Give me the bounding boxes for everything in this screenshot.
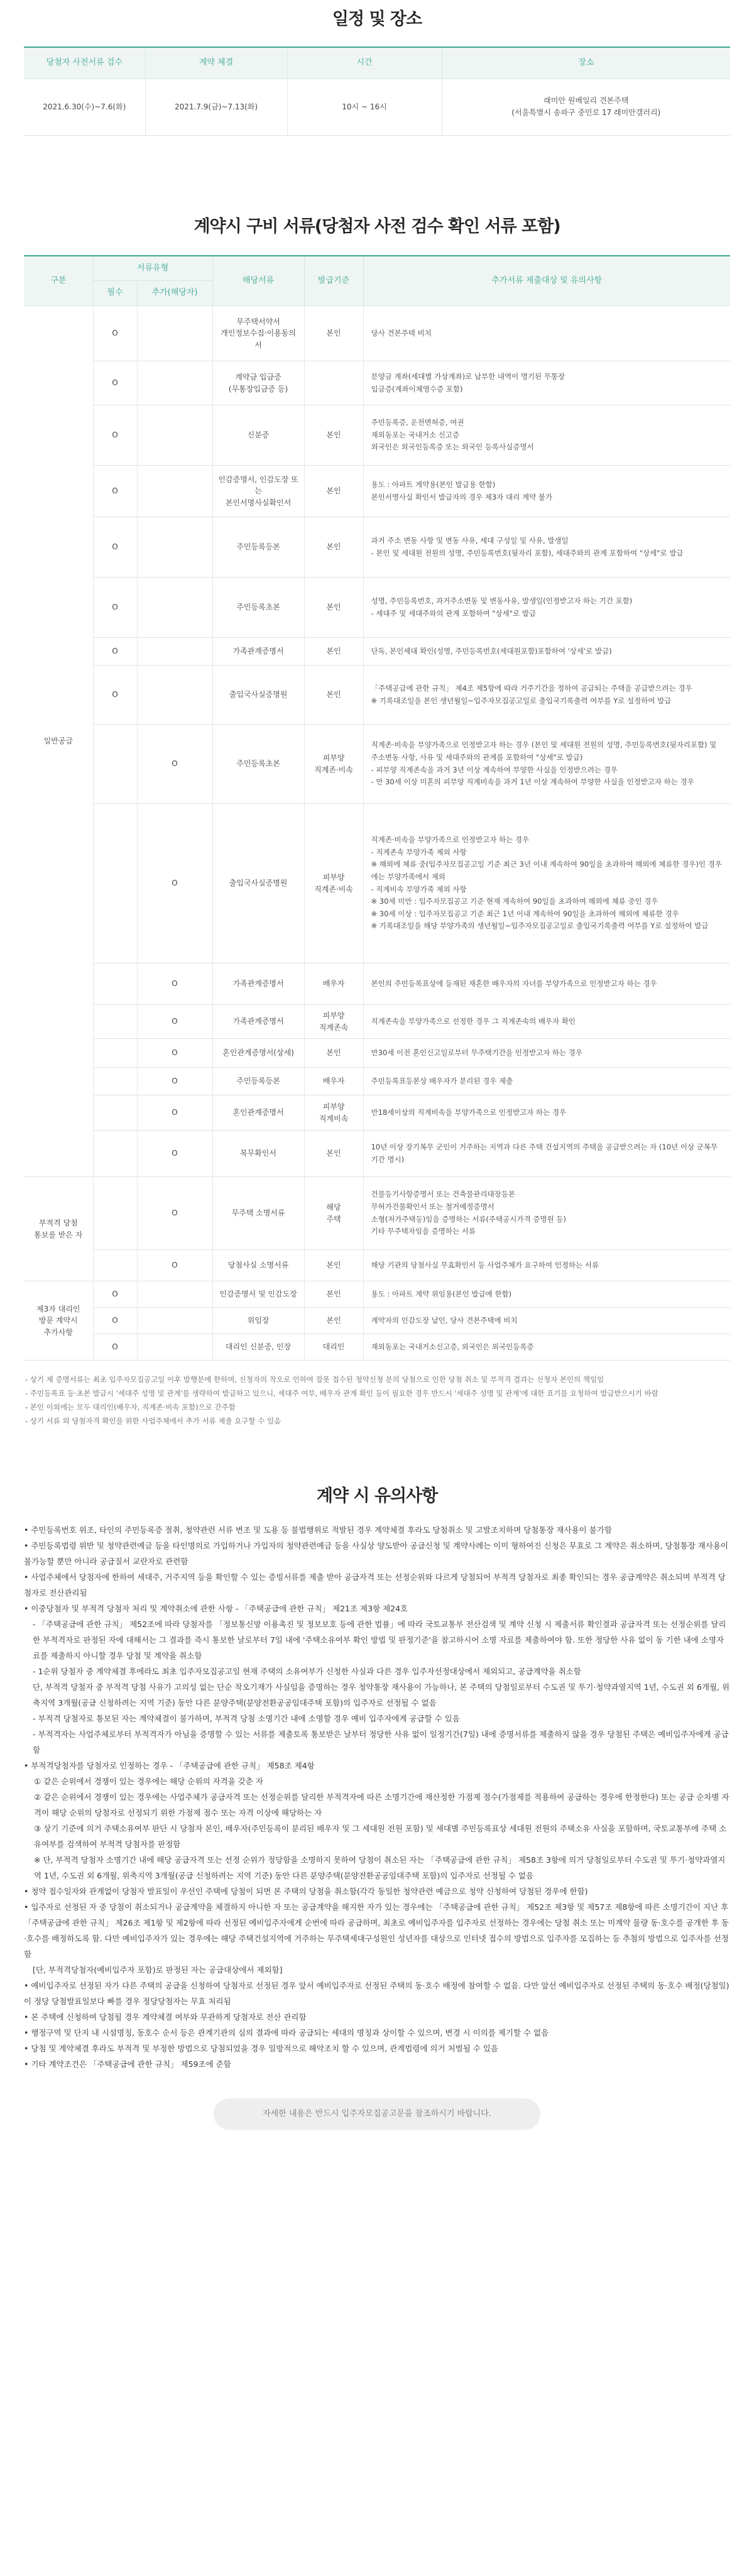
docs-note: 만30세 이전 혼인신고일로부터 무주택기간을 인정받고자 하는 경우 [363,1039,730,1068]
docs-issuer: 본인 [304,578,363,638]
docs-note: 건물등기사항증명서 또는 건축물관리대장등본 무허가건물확인서 또는 철거예정증명서 소형(저가주택등)임을 증명하는 서류(주택공시가격 증명원 등) 기타 무주택자임을 증명하는 서류 [363,1177,730,1250]
docs-row [24,578,730,638]
docs-issuer: 본인 [304,1039,363,1068]
footnote: - 상기 제 증명서류는 최초 입주자모집공고일 이후 발행분에 한하며, 신청자의 착오로 인하여 잘못 접수된 청약신청 분의 당첨으로 인한 당첨 취소 및 부적격 결과는 신청자 본인의 책임임 [25,1375,604,1384]
docs-document-name: 출입국사실증명원 [212,804,304,963]
docs-document-name: 무주택서약서 개인정보수집·이용동의서 [212,306,304,361]
docs-issuer: 피부양 직계존속 [304,1005,363,1039]
docs-note: 만18세이상의 직계비속을 부양가족으로 인정받고자 하는 경우 [363,1095,730,1131]
docs-issuer: 본인 [304,1281,363,1308]
docs-additional-mark: O [137,1177,212,1250]
docs-additional-mark [137,1308,212,1334]
docs-note: 직계존속을 부양가족으로 선정한 경우 그 직계존속의 배우자 확인 [363,1005,730,1039]
caution-item: • 입주자로 선정된 자 중 당첨이 취소되거나 공급계약을 체결하지 아니한 자 또는 공급계약을 해지한 자가 있는 경우에는 「주택공급에 관한 규칙」 제52조 제3항 및 제57조 제8항에 따른 소명기간이 지난 후 「주택공급에 관한 규칙」 제26조 제1항 및 제2항에 따라 선정된 예비입주자에게 순번에 따라 공급하며, 최초로 예비입주자를 입주자로 선정하는 경우에는 당첨 취소 또는 미계약 물량 동·호수를 공개한 후 동·호수를 배정하도록 함. 다만 예비입주자가 있는 경우에는 해당 주택건설지역에 거주하는 무주택세대구성원인 성년자를 대상으로 인터넷 접수의 방법으로 입주자를 모집하는 등 추첨의 방법으로 입주자를 선정함 [24,1902,729,1959]
docs-document-name: 혼인관계증명서(상세) [212,1039,304,1068]
docs-document-name: 출입국사실증명원 [212,666,304,725]
docs-note: 직계존·비속을 부양가족으로 인정받고자 하는 경우 (본인 및 세대원 전원의 성명, 주민등록번호(뒷자리포함) 및 주소변동 사항, 사유 및 세대주와의 관계를 포함하여 "상세"로 발급) - 피부양 직계존속을 과거 3년 이상 계속하여 부양한 사실을 인정받으려는 경우 - 만 30세 이상 미혼의 피부양 직계비속을 과거 1년 이상 계속하여 부양한 사실을 인정받고자 하는 경우 [363,725,730,804]
docs-note: 「주택공급에 관한 규칙」 제4조 제5항에 따라 거주기간을 정하여 공급되는 주택을 공급받으려는 경우 ※ 기록대조일을 본인 생년월일~입주자모집공고일로 출입국기록출력 여부를 Y로 설정하여 발급 [363,666,730,725]
schedule-header-time: 시간 [287,47,442,79]
docs-row [24,666,730,725]
docs-required-mark [93,1068,137,1095]
schedule-inspection-period: 2021.6.30(수)~7.6(화) [24,79,145,135]
docs-row [24,1131,730,1177]
docs-row [24,1250,730,1281]
docs-note: 용도 : 아파트 계약 위임용(본인 발급에 한함) [363,1281,730,1308]
docs-additional-mark [137,361,212,405]
docs-note: 분양금 계좌(세대별 가상계좌)로 납부한 내역이 명기된 무통장 입금증(계좌이체영수증 포함) [363,361,730,405]
caution-list [24,1522,730,2072]
docs-document-name: 혼인관계증명서 [212,1095,304,1131]
docs-document-name: 위임장 [212,1308,304,1334]
caution-item: - 「주택공급에 관한 규칙」 제52조에 따라 당첨자를 「정보통신망 이용촉진 및 정보보호 등에 관한 법률」에 따라 국토교통부 전산검색 및 계약 신청 시 제출서류 확인결과 공급자격 또는 선정순위를 달리한 부적격자로 판정된 자에 대해서는 그 결과를 즉시 통보한 날로부터 7일 내에 '주택소유여부 확인 방법 및 판정기준'을 참고하시어 소명 자료를 제출하여야 함. 또한 정당한 사유 없이 동 기한 내에 소명자료를 제출하지 아니할 경우 당첨 및 계약을 취소함 [33,1620,726,1661]
docs-additional-mark [137,638,212,666]
docs-note: 재외동포는 국내거소신고증, 외국인은 외국인등록증 [363,1334,730,1361]
docs-issuer: 대리인 [304,1334,363,1361]
docs-document-name: 인감증명서 및 인감도장 [212,1281,304,1308]
docs-additional-mark [137,405,212,466]
docs-row [24,963,730,1005]
docs-required-mark [93,1250,137,1281]
docs-header-additional: 추가(해당자) [137,281,212,306]
caution-item: • 본 주택에 신청하여 당첨될 경우 계약체결 여부와 무관하게 당첨자로 전산 관리함 [24,2012,307,2022]
caution-item: ② 같은 순위에서 경쟁이 있는 경우에는 사업주체가 공급자격 또는 선정순위를 달리한 부적격자에 따른 소명기간에 재산정한 가점제 점수(가점제를 적용하여 공급하는 경우에 한정한다) 또는 공급 순차별 자격이 해당 순위의 당첨자로 선정되기 위한 가점제 점수 또는 자격 이상에 해당하는 자 [34,1792,729,1818]
docs-issuer: 본인 [304,517,363,578]
docs-note: 10년 이상 장기복무 군인이 거주하는 지역과 다른 주택 건설지역의 주택을 공급받으려는 자 (10년 이상 군복무 기간 명시) [363,1131,730,1177]
docs-body [24,306,730,1361]
docs-document-name: 계약금 입금증 (무통장입금증 등) [212,361,304,405]
footnotes [24,1373,730,1428]
docs-additional-mark [137,466,212,517]
docs-note: 당사 견본주택 비치 [363,306,730,361]
schedule-place-address: (서울특별시 송파구 중민로 17 래미안갤러리) [511,108,661,117]
docs-required-mark: O [93,405,137,466]
docs-issuer: 해당 주택 [304,1177,363,1250]
docs-additional-mark [137,666,212,725]
docs-additional-mark [137,578,212,638]
docs-row [24,1068,730,1095]
docs-row [24,361,730,405]
docs-required-mark: O [93,1281,137,1308]
caution-item: • 이중당첨자 및 부적격 당첨자 처리 및 계약취소에 관한 사항 - 「주택공급에 관한 규칙」 제21조 제3항 제24호 [24,1604,408,1614]
docs-document-name: 가족관계증명서 [212,963,304,1005]
docs-required-mark [93,1005,137,1039]
docs-required-mark: O [93,578,137,638]
docs-required-mark [93,804,137,963]
caution-item: • 예비입주자로 선정된 자가 다른 주택의 공급을 신청하여 당첨자로 선정된 경우 앞서 예비입주자로 선정된 주택의 동·호수 배정에 참여할 수 없음. 다만 앞선 예비입주자로 선정된 주택의 동·호수 배정(당첨일)이 정당 당첨발표일보다 빠를 경우 정당당첨자는 무효 처리됨 [24,1981,729,2007]
schedule-header-inspection: 당첨자 사전서류 검수 [24,47,145,79]
docs-title: 계약시 구비 서류(당첨자 사전 검수 확인 서류 포함) [194,216,560,236]
schedule-contract-period: 2021.7.9(금)~7.13(화) [145,79,287,135]
footnote: - 주민등록표 등·초본 발급시 '세대주 성명 및 관계'를 생략하여 발급하고 있으니, 세대주 여부, 배우자 관계 확인 등이 필요한 경우 반드시 '세대주 성명 및 관계'에 대한 표기를 요청하여 발급받으시기 바람 [25,1388,658,1398]
docs-category-ineligible: 부적격 당첨 통보를 받은 자 [24,1177,93,1281]
caution-item: • 기타 계약조건은 「주택공급에 관한 규칙」 제59조에 준함 [24,2059,231,2069]
docs-note: 성명, 주민등록번호, 과거주소변동 및 변동사유, 발생일(인정받고자 하는 기간 포함) - 세대주 및 세대주와의 관계 포함하여 "상세"로 발급 [363,578,730,638]
footnote: - 상기 서류 외 당첨자격 확인을 위한 사업주체에서 추가 서류 제출 요구할 수 있음 [25,1416,281,1425]
docs-note: 주민등록표등본상 배우자가 분리된 경우 제출 [363,1068,730,1095]
docs-category-proxy: 제3자 대리인 방문 계약시 추가사항 [24,1281,93,1361]
docs-required-mark: O [93,306,137,361]
docs-additional-mark: O [137,1131,212,1177]
docs-additional-mark [137,1334,212,1361]
docs-document-name: 대리인 신분증, 인장 [212,1334,304,1361]
schedule-title: 일정 및 장소 [332,9,422,29]
docs-required-mark: O [93,1308,137,1334]
docs-required-mark: O [93,466,137,517]
docs-additional-mark: O [137,1005,212,1039]
docs-note: 해당 기관의 당첨사실 무효확인서 등 사업주체가 요구하여 인정하는 서류 [363,1250,730,1281]
docs-issuer [304,361,363,405]
docs-row [24,1308,730,1334]
docs-table [24,255,730,1361]
caution-item: • 청약 접수일자와 관계없이 당첨자 발표일이 우선인 주택에 당첨이 되면 본 주택의 당첨을 취소함(각각 동일한 청약관련 예금으로 청약 신청하여 당첨된 경우에 한함) [24,1887,588,1897]
docs-additional-mark: O [137,1039,212,1068]
docs-required-mark: O [93,1334,137,1361]
docs-note: 직계존·비속을 부양가족으로 인정받고자 하는 경우 - 직계존속 부양가족 제외 사항 ※ 해외에 체류 중(입주자모집공고일 기준 최근 3년 이내 계속하여 90일을 초과하여 해외에 체류한 경우)인 경우에는 부양가족에서 제외 - 직계비속 부양가족 제외 사항 ※ 30세 미만 : 입주자모집공고 기준 현재 계속하여 90일을 초과하여 해외에 체류 중인 경우 ※ 30세 이상 : 입주자모집공고 기준 최근 1년 이내 계속하여 90일을 초과하여 해외에 체류한 경우 ※ 기록대조일을 해당 부양가족의 생년월일~입주자모집공고일로 출입국기록출력 여부를 Y로 설정하여 발급 [363,804,730,963]
docs-issuer: 본인 [304,306,363,361]
docs-header-category: 구분 [24,256,93,306]
docs-category-general: 일반공급 [24,306,93,1177]
docs-row [24,1039,730,1068]
caution-item: • 주민등록법령 위반 및 청약관련예금 등을 타인명의로 가입하거나 가입자의 청약관련예금 등을 사실상 양도받아 공급신청 및 계약사례는 이미 형하여진 신청은 무효로 그 계약은 취소하며, 당첨통장 재사용이 불가능할 뿐만 아니라 공급질서 교란자로 관련함 [24,1541,729,1567]
docs-issuer: 본인 [304,405,363,466]
docs-required-mark: O [93,517,137,578]
docs-issuer: 배우자 [304,1068,363,1095]
caution-item: 단, 부적격 당첨자 중 부적격 당첨 사유가 고의성 없는 단순 착오기재가 사실임을 증명하는 경우 청약통장 재사용이 가능하나, 본 주택의 당첨일로부터 수도권 및 투기·청약과열지역 1년, 수도권 외 6개월, 위축지역 3개월(공급 신청하려는 지역 기준) 동안 다른 분양주택(분양전환공공임대주택 포함)의 입주자로 선정될 수 없음 [33,1682,730,1708]
docs-row [24,638,730,666]
docs-document-name: 주민등록초본 [212,578,304,638]
caution-item: • 부적격당첨자를 당첨자로 인정하는 경우 - 「주택공급에 관한 규칙」 제58조 제4항 [24,1761,315,1771]
caution-item: ① 같은 순위에서 경쟁이 있는 경우에는 해당 순위의 자격을 갖춘 자 [34,1777,263,1787]
docs-issuer: 본인 [304,466,363,517]
docs-document-name: 주민등록초본 [212,725,304,804]
docs-row [24,804,730,963]
schedule-header-contract: 계약 체결 [145,47,287,79]
docs-document-name: 인감증명서, 인감도장 또는 본인서명사실확인서 [212,466,304,517]
docs-additional-mark: O [137,1095,212,1131]
docs-required-mark: O [93,361,137,405]
caution-item: [단, 부적격당첨자(예비입주자 포함)로 판정된 자는 공급대상에서 제외함] [33,1965,283,1975]
docs-required-mark [93,1177,137,1250]
docs-issuer: 본인 [304,1308,363,1334]
docs-header-document: 해당서류 [212,256,304,306]
docs-issuer: 본인 [304,1250,363,1281]
docs-header-doc-type: 서류유형 [93,256,212,281]
schedule-place [442,79,730,135]
caution-item: • 행정구역 및 단지 내 시설명칭, 동호수 순서 등은 관계기관의 심의 결과에 따라 공급되는 세대의 명칭과 상이할 수 있으며, 변경 시 이의를 제기할 수 없음 [24,2028,549,2038]
docs-document-name: 가족관계증명서 [212,1005,304,1039]
docs-row [24,1177,730,1250]
schedule-header-place: 장소 [442,47,730,79]
caution-item: - 부적격자는 사업주체로부터 부적격자가 아님을 증명할 수 있는 서류를 제출토록 통보받은 날부터 정당한 사유 없이 일정기간(7일) 내에 증명서류를 제출하지 않을 경우 당첨된 주택은 예비입주자에게 공급함 [33,1729,729,1755]
caution-item: • 당첨 및 계약체결 후라도 부적격 및 부정한 방법으로 당첨되었을 경우 일방적으로 해약조치 할 수 있으며, 관계법령에 의거 처벌될 수 있음 [24,2044,498,2054]
docs-document-name: 신분증 [212,405,304,466]
schedule-row [24,79,730,135]
docs-row [24,1005,730,1039]
docs-required-mark: O [93,666,137,725]
docs-note: 과거 주소 변동 사항 및 변동 사유, 세대 구성일 및 사유, 발생일 - 본인 및 세대원 전원의 성명, 주민등록번호(뒷자리 포함), 세대주와의 관계 포함하여 "상세"로 발급 [363,517,730,578]
docs-additional-mark [137,306,212,361]
docs-issuer: 피부양 직계존·비속 [304,804,363,963]
docs-issuer: 배우자 [304,963,363,1005]
docs-issuer: 본인 [304,666,363,725]
docs-note: 용도 : 아파트 계약용(본인 발급용 한함) 본인서명사실 확인서 발급자의 경우 제3자 대리 계약 불가 [363,466,730,517]
footer-notice: 자세한 내용은 반드시 입주자모집공고문을 참조하시기 바랍니다. [214,2098,540,2130]
schedule-time: 10시 ~ 16시 [287,79,442,135]
docs-header-notes: 추가서류 제출대상 및 유의사항 [363,256,730,306]
docs-additional-mark: O [137,1068,212,1095]
docs-document-name: 주민등록등본 [212,517,304,578]
docs-issuer: 본인 [304,638,363,666]
docs-document-name: 주민등록등본 [212,1068,304,1095]
docs-additional-mark: O [137,1250,212,1281]
docs-note: 단독, 본인세대 확인(성명, 주민등록번호(세대원포함)포함하여 '상세'로 발급) [363,638,730,666]
docs-additional-mark [137,517,212,578]
docs-additional-mark: O [137,725,212,804]
docs-issuer: 피부양 직계비속 [304,1095,363,1131]
docs-document-name: 가족관계증명서 [212,638,304,666]
docs-required-mark [93,725,137,804]
docs-row [24,306,730,361]
docs-row [24,517,730,578]
docs-header-issuer: 발급기준 [304,256,363,306]
docs-row [24,1281,730,1308]
footnote: - 본인 이외에는 모두 대리인(배우자, 직계존·비속 포함)으로 간주함 [25,1402,236,1411]
docs-additional-mark: O [137,963,212,1005]
docs-required-mark: O [93,638,137,666]
docs-note: 본인의 주민등록표상에 등재된 재혼한 배우자의 자녀를 부양가족으로 인정받고자 하는 경우 [363,963,730,1005]
docs-required-mark [93,1095,137,1131]
caution-item: ③ 상기 기준에 의거 주택소유여부 판단 시 당첨자 본인, 배우자(주민등록이 분리된 배우자 및 그 세대원 전원 포함) 및 세대별 주민등록표상 세대원 전원의 주택소유 사실을 포함하며, 국토교통부에 주택 소유여부를 검색하여 부적격 당첨자를 판정함 [34,1824,727,1850]
docs-note: 주민등록증, 운전면허증, 여권 재외동포는 국내거소 신고증 외국인은 외국인등록증 또는 외국인 등록사실증명서 [363,405,730,466]
docs-note: 계약자의 인감도장 날인, 당사 견본주택에 비치 [363,1308,730,1334]
docs-required-mark [93,963,137,1005]
docs-document-name: 무주택 소명서류 [212,1177,304,1250]
docs-issuer: 본인 [304,1131,363,1177]
docs-header-required: 필수 [93,281,137,306]
caution-item: - 1순위 당첨자 중 계약체결 후에라도 최초 입주자모집공고일 현재 주택의 소유여부가 신청한 사실과 다른 경우 입주자선정대상에서 제외되고, 공급계약을 취소함 [33,1667,581,1677]
caution-item: • 주민등록번호 위조, 타인의 주민등록증 절취, 청약관련 서류 변조 및 도용 등 불법행위로 적발된 경우 계약체결 후라도 당첨취소 및 고발조치하며 당첨통장 재사용이 불가함 [24,1525,612,1535]
caution-item: • 사업주체에서 당첨자에 한하여 세대주, 거주지역 등을 확인할 수 있는 증빙서류를 제출 받아 공급자격 또는 선정순위와 다르게 당첨되어 부적격 당첨자로 최종 확인되는 경우 공급계약은 취소되며 부적격 당첨자로 전산관리됨 [24,1572,726,1598]
caution-title: 계약 시 유의사항 [316,1486,438,1506]
docs-row [24,1095,730,1131]
docs-additional-mark: O [137,804,212,963]
caution-item: ※ 단, 부적격 당첨자 소명기간 내에 해당 공급자격 또는 선정 순위가 정당함을 소명하지 못하여 당첨이 취소된 자는 「주택공급에 관한 규칙」 제58조 3항에 의거 당첨일로부터 수도권 및 투기·청약과열지역 1년, 수도권 외 6개월, 위축지역 3개월(공급 신청하려는 지역 기준) 동안 다른 분양주택(분양전환공공임대주택 포함)의 입주자로 선정될 수 없음 [34,1855,726,1881]
docs-document-name: 복무확인서 [212,1131,304,1177]
docs-document-name: 당첨사실 소명서류 [212,1250,304,1281]
docs-row [24,466,730,517]
schedule-place-name: 래미안 원베일리 견본주택 [544,96,629,106]
schedule-table [24,47,730,136]
docs-issuer: 피부양 직계존·비속 [304,725,363,804]
docs-row [24,725,730,804]
docs-additional-mark [137,1281,212,1308]
caution-item: - 부적격 당첨자로 통보된 자는 계약체결이 불가하며, 부적격 당첨 소명기간 내에 소명할 경우 예비 입주자에게 공급할 수 있음 [33,1714,460,1724]
docs-row [24,1334,730,1361]
docs-row [24,405,730,466]
docs-required-mark [93,1131,137,1177]
docs-required-mark [93,1039,137,1068]
